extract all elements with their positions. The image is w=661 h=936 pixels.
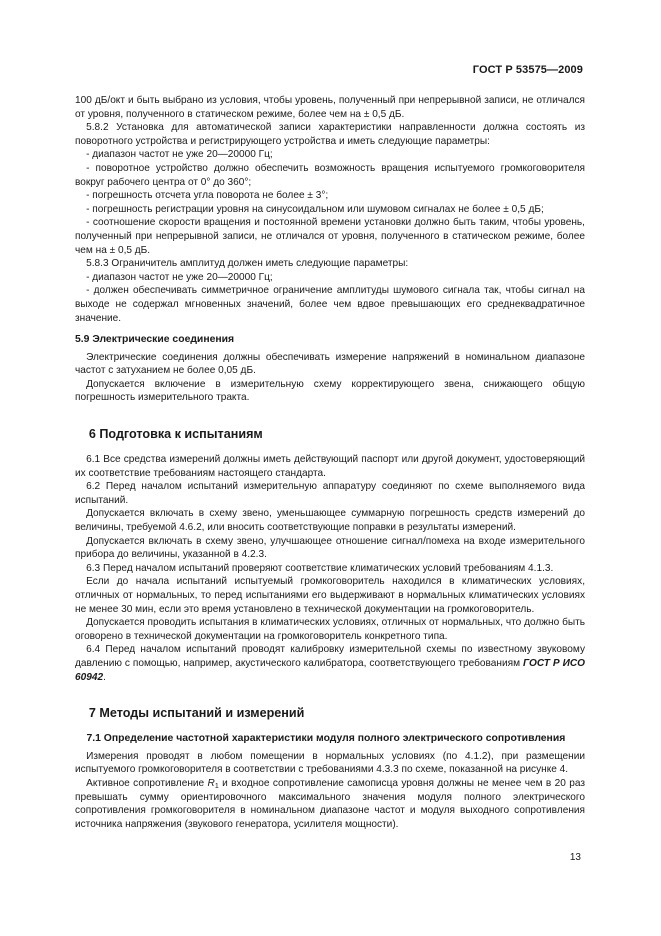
- paragraph: Если до начала испытаний испытуемый громкоговоритель находился в климатических условиях, отличных от нормальных, то перед испытаниями его выдерживают в нормальных климатических условиях не менее 30 мин, если это время установлено в технической документации на громкоговоритель.: [75, 576, 585, 615]
- standard-header: ГОСТ Р 53575—2009: [472, 64, 583, 76]
- paragraph: [75, 777, 585, 831]
- paragraph: Электрические соединения должны обеспечивать измерение напряжений в номинальном диапазоне частот с затуханием не более 0,05 дБ.: [75, 351, 585, 377]
- page-content: [75, 94, 585, 831]
- paragraph: Допускается проводить испытания в климатических условиях, отличных от нормальных, что должно быть оговорено в технической документации на громкоговоритель конкретного типа.: [75, 617, 585, 642]
- page-number: 13: [569, 852, 581, 863]
- paragraph: 6.1 Все средства измерений должны иметь действующий паспорт или другой документ, удостоверяющий их соответствие требованиям настоящего стандарта.: [75, 454, 585, 479]
- paragraph: Допускается включать в схему звено, уменьшающее суммарную погрешность средств измерений до величины, требуемой 4.6.2, или вносить соответствующие поправки в результаты измерений.: [75, 508, 585, 534]
- list-item: - должен обеспечивать симметричное ограничение амплитуды шумового сигнала так, чтобы сигнал на выходе не содержал мгновенных значений, более чем вдвое превышающих его среднеквадратичное значение.: [75, 285, 585, 324]
- resistance-symbol: R: [207, 777, 215, 789]
- paragraph-text: 6.4 Перед началом испытаний проводят калибровку измерительной схемы по известному звуковому давлению с помощью, например, акустического калибратора, соответствующего требованиям: [75, 644, 585, 669]
- paragraph-6-4: [75, 643, 585, 684]
- subsection-heading-7-1: 7.1 Определение частотной характеристики модуля полного электрического сопротивления: [86, 733, 566, 745]
- list-item: - диапазон частот не уже 20—20000 Гц;: [86, 149, 273, 161]
- resistance-subscript: 1: [214, 782, 219, 790]
- paragraph: 6.2 Перед началом испытаний измерительную аппаратуру соединяют по схеме выполняемого вида испытаний.: [75, 481, 585, 506]
- list-item: - соотношение скорости вращения и постоянной времени установки должно быть таким, чтобы уровень, полученный при непрерывной записи, не отличался от уровня, полученного в статическом режиме, более чем на ± 0,5 дБ.: [75, 217, 585, 256]
- paragraph-text: и входное сопротивление самописца уровня должны не менее чем в 20 раз превышать сумму ориентировочного максимального значения модуля полного электрического сопротивления громкоговорителя в номинальном диапазоне частот и модуля выходного сопротивления источника напряжения (звукового генератора, усилителя мощности).: [75, 777, 586, 830]
- list-item: - погрешность регистрации уровня на синусоидальном или шумовом сигналах не более ± 0,5 дБ;: [86, 203, 544, 215]
- paragraph: Измерения проводят в любом помещении в нормальных условиях (по 4.1.2), при размещении испытуемого громкоговорителя в соответствии с требованиями 4.3.3 по схеме, показанной на рисунке 4.: [75, 750, 585, 776]
- section-heading-7: 7 Методы испытаний и измерений: [88, 706, 305, 721]
- paragraph: 100 дБ/окт и быть выбрано из условия, чтобы уровень, полученный при непрерывной записи, не отличался от уровня, полученного в статическом режиме, более чем на ± 0,5 дБ.: [75, 95, 585, 120]
- paragraph-text: Активное сопротивление: [86, 777, 208, 789]
- section-heading-5-9: 5.9 Электрические соединения: [75, 334, 235, 346]
- paragraph: Допускается включение в измерительную схему корректирующего звена, снижающего общую погрешность измерительного тракта.: [75, 378, 585, 404]
- paragraph-end: .: [103, 671, 106, 683]
- standard-reference: ГОСТ Р ИСО 60942: [75, 657, 585, 683]
- paragraph: 5.8.3 Ограничитель амплитуд должен иметь следующие параметры:: [86, 258, 409, 270]
- list-item: - диапазон частот не уже 20—20000 Гц;: [86, 271, 273, 283]
- paragraph: 5.8.2 Установка для автоматической записи характеристики направленности должна состоять из поворотного устройства и регистрирующего устройства и иметь следующие параметры:: [75, 122, 585, 147]
- list-item: - поворотное устройство должно обеспечить возможность вращения испытуемого громкоговорителя вокруг рабочего центра от 0° до 360°;: [75, 162, 585, 188]
- list-item: - погрешность отсчета угла поворота не более ± 3°;: [86, 190, 329, 202]
- paragraph: 6.3 Перед началом испытаний проверяют соответствие климатических условий требованиям 4.1.3.: [86, 562, 554, 574]
- section-heading-6: 6 Подготовка к испытаниям: [88, 427, 263, 442]
- paragraph: Допускается включать в схему звено, улучшающее отношение сигнал/помеха на входе измерительного прибора до величины, указанной в 4.2.3.: [75, 535, 585, 561]
